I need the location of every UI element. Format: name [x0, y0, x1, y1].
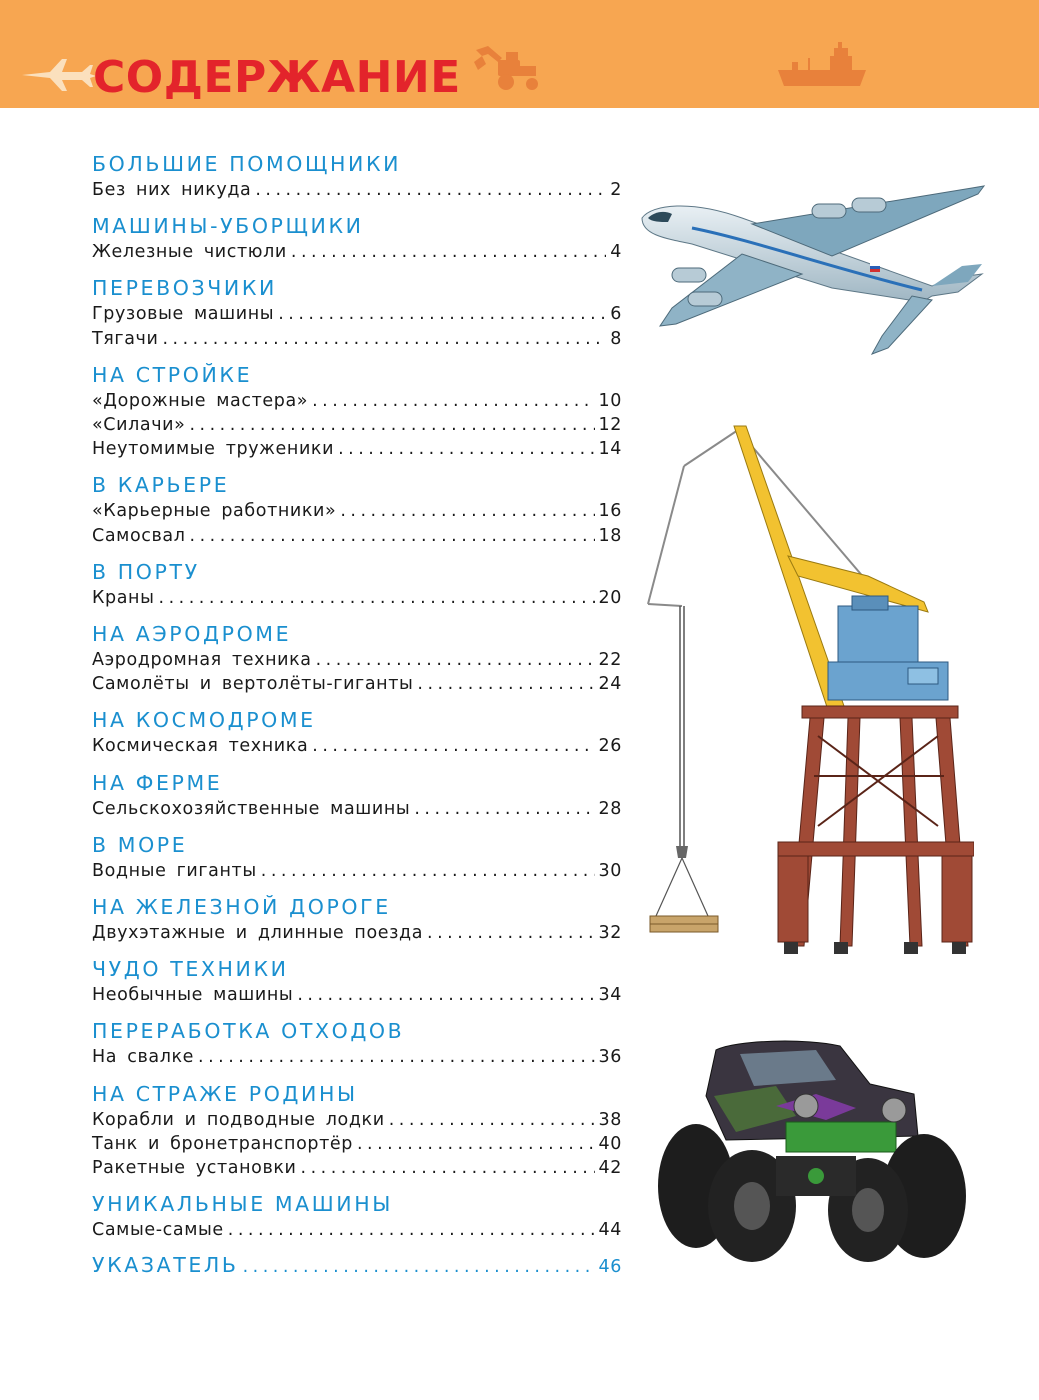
page-number: 34 — [598, 985, 622, 1006]
page-number: 38 — [598, 1109, 622, 1130]
excavator-icon — [472, 44, 546, 92]
toc-entry[interactable] — [92, 1218, 622, 1242]
section-title: ПЕРЕРАБОТКА ОТХОДОВ — [92, 1019, 405, 1044]
dot-leader — [190, 524, 595, 548]
entry-label: Самосвал — [92, 525, 186, 546]
toc-entry[interactable] — [92, 437, 622, 461]
toc-entry[interactable] — [92, 178, 622, 202]
dot-leader — [414, 797, 594, 821]
section-title: ПЕРЕВОЗЧИКИ — [92, 276, 277, 301]
toc-entry[interactable] — [92, 983, 622, 1007]
page-number: 16 — [598, 501, 622, 522]
page-number: 42 — [598, 1158, 622, 1179]
toc-section — [92, 831, 622, 883]
page-number: 2 — [610, 180, 622, 200]
page-number: 24 — [598, 674, 622, 695]
toc-entry[interactable] — [92, 797, 622, 821]
page-number: 8 — [610, 328, 622, 349]
page-number: 44 — [598, 1220, 622, 1241]
entry-label: Железные чистюли — [92, 242, 287, 263]
section-title: НА КОСМОДРОМЕ — [92, 708, 316, 733]
toc-entry[interactable] — [92, 921, 622, 945]
entry-label: На свалке — [92, 1047, 195, 1068]
page-number: 32 — [598, 923, 622, 944]
toc-section — [92, 150, 622, 202]
page-title: СОДЕРЖАНИЕ — [93, 52, 461, 103]
section-title: НА СТРАЖЕ РОДИНЫ — [92, 1081, 358, 1106]
dot-leader — [340, 499, 594, 523]
page-number: 18 — [598, 525, 622, 546]
toc-section — [92, 893, 622, 945]
dot-leader — [417, 672, 594, 696]
toc-entry[interactable] — [92, 734, 622, 758]
toc-entry[interactable] — [92, 240, 622, 264]
section-title: НА АЭРОДРОМЕ — [92, 622, 292, 647]
toc-section — [92, 1080, 622, 1181]
index-title: УКАЗАТЕЛЬ — [92, 1253, 239, 1278]
toc-section — [92, 955, 622, 1007]
entry-label: Краны — [92, 587, 155, 608]
section-title: ЧУДО ТЕХНИКИ — [92, 957, 289, 982]
section-title: БОЛЬШИЕ ПОМОЩНИКИ — [92, 152, 402, 176]
page-number: 26 — [598, 736, 622, 757]
toc-entry[interactable] — [92, 389, 622, 413]
dot-leader — [189, 413, 594, 437]
toc-entry[interactable] — [92, 648, 622, 672]
toc-entry[interactable] — [92, 1132, 622, 1156]
page-number: 40 — [598, 1133, 622, 1154]
dot-leader — [389, 1108, 595, 1132]
page-number: 20 — [598, 587, 622, 608]
toc-section — [92, 769, 622, 821]
page-number: 36 — [598, 1047, 622, 1068]
dot-leader — [159, 586, 595, 610]
dot-leader — [278, 302, 606, 326]
toc-entry[interactable] — [92, 499, 622, 523]
dot-leader — [301, 1156, 595, 1180]
entry-label: Неутомимые труженики — [92, 439, 335, 460]
entry-label: Аэродромная техника — [92, 650, 312, 671]
toc-entry[interactable] — [92, 672, 622, 696]
cargo-ship-icon — [778, 40, 868, 92]
toc-entry-index[interactable] — [92, 1252, 622, 1280]
entry-label: Тягачи — [92, 328, 159, 349]
toc-entry[interactable] — [92, 327, 622, 351]
dot-leader — [427, 921, 594, 945]
toc-section — [92, 706, 622, 758]
toc-section — [92, 558, 622, 610]
entry-label: «Карьерные работники» — [92, 501, 337, 522]
toc-section — [92, 361, 622, 462]
dot-leader — [243, 1254, 595, 1280]
toc-section — [92, 1017, 622, 1069]
dot-leader — [198, 1045, 595, 1069]
entry-label: «Силачи» — [92, 415, 186, 436]
page-number: 4 — [610, 242, 622, 263]
dot-leader — [162, 327, 606, 351]
airplane-illustration — [632, 178, 986, 356]
port-crane-illustration — [638, 406, 974, 956]
toc-section — [92, 471, 622, 547]
page-number: 22 — [598, 650, 622, 671]
section-title: МАШИНЫ-УБОРЩИКИ — [92, 214, 364, 239]
dot-leader — [297, 983, 594, 1007]
dot-leader — [255, 178, 606, 202]
section-title: УНИКАЛЬНЫЕ МАШИНЫ — [92, 1192, 393, 1217]
entry-label: Двухэтажные и длинные поезда — [92, 923, 424, 944]
dot-leader — [312, 389, 594, 413]
section-title: НА СТРОЙКЕ — [92, 362, 253, 387]
entry-label: Ракетные установки — [92, 1158, 297, 1179]
toc-entry[interactable] — [92, 413, 622, 437]
entry-label: Водные гиганты — [92, 860, 257, 881]
toc-entry[interactable] — [92, 302, 622, 326]
toc-entry[interactable] — [92, 524, 622, 548]
toc-entry[interactable] — [92, 1108, 622, 1132]
dot-leader — [228, 1218, 595, 1242]
section-title: В ПОРТУ — [92, 559, 200, 584]
entry-label: Самолёты и вертолёты-гиганты — [92, 674, 414, 695]
page-number: 28 — [598, 798, 622, 819]
toc-section — [92, 620, 622, 696]
monster-truck-illustration — [656, 1036, 968, 1262]
page-number: 30 — [598, 860, 622, 881]
toc-section — [92, 212, 622, 264]
entry-label: Самые-самые — [92, 1220, 224, 1241]
entry-label: Необычные машины — [92, 985, 294, 1006]
page-number: 14 — [598, 439, 622, 460]
entry-label: Корабли и подводные лодки — [92, 1109, 385, 1130]
toc-entry[interactable] — [92, 1045, 622, 1069]
fighter-jet-icon — [20, 55, 98, 95]
toc-entry[interactable] — [92, 859, 622, 883]
page-number: 46 — [598, 1257, 622, 1278]
section-title: В КАРЬЕРЕ — [92, 473, 230, 498]
dot-leader — [316, 648, 595, 672]
toc-section — [92, 1190, 622, 1242]
section-title: В МОРЕ — [92, 832, 188, 857]
toc-entry[interactable] — [92, 1156, 622, 1180]
entry-label: Без них никуда — [92, 180, 252, 200]
dot-leader — [261, 859, 595, 883]
entry-label: Сельскохозяйственные машины — [92, 798, 411, 819]
dot-leader — [312, 734, 594, 758]
toc-entry[interactable] — [92, 586, 622, 610]
entry-label: «Дорожные мастера» — [92, 390, 309, 411]
entry-label: Космическая техника — [92, 736, 309, 757]
section-title: НА ФЕРМЕ — [92, 770, 223, 795]
page-number: 6 — [610, 304, 622, 325]
entry-label: Танк и бронетранспортёр — [92, 1133, 353, 1154]
page-number: 10 — [598, 390, 622, 411]
page-number: 12 — [598, 415, 622, 436]
section-title: НА ЖЕЛЕЗНОЙ ДОРОГЕ — [92, 895, 391, 920]
toc-section — [92, 274, 622, 350]
entry-label: Грузовые машины — [92, 304, 275, 325]
table-of-contents — [92, 150, 622, 1280]
dot-leader — [338, 437, 594, 461]
dot-leader — [357, 1132, 595, 1156]
dot-leader — [291, 240, 606, 264]
